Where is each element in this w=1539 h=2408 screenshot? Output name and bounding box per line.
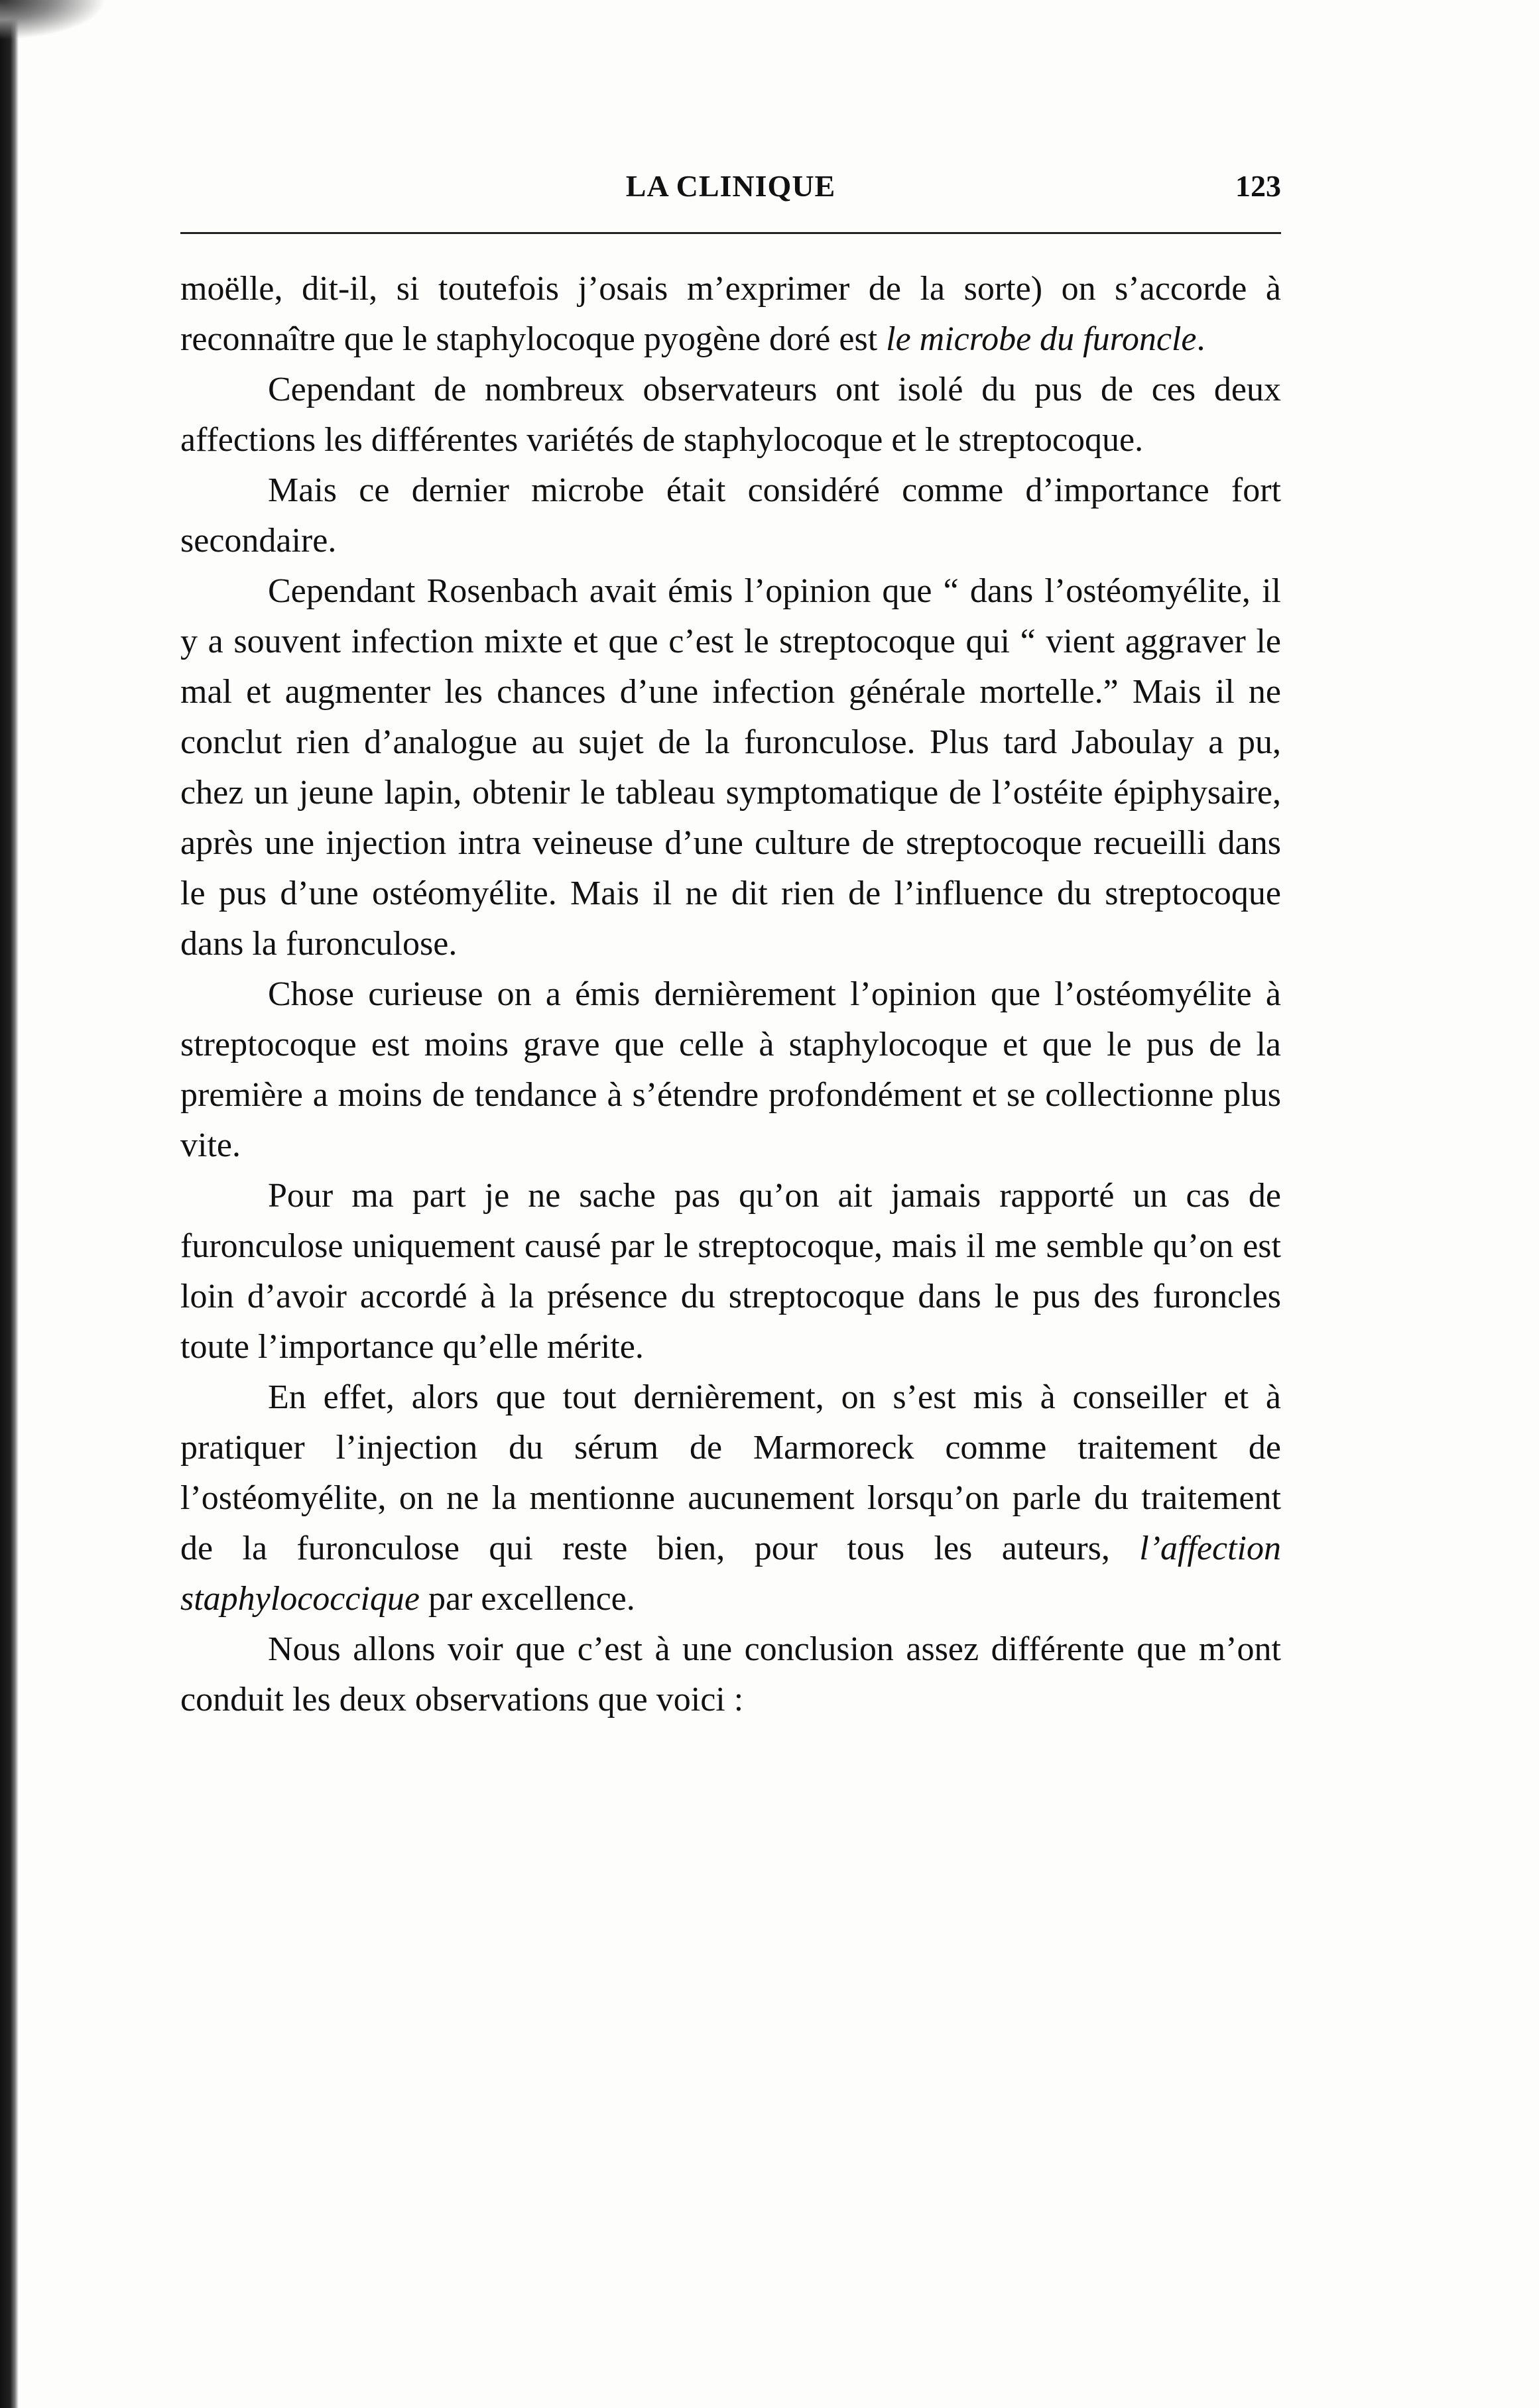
header-rule [180, 232, 1281, 234]
paragraph-4-text: Cependant Rosenbach avait émis l’opinion que “ dans l’ostéomyélite, il y a souvent infection mixte et que c’est le streptocoque qui “ vient aggraver le mal et augmenter les chances d’une infection générale mortelle.” Mais il ne conclut rien d’analogue au sujet de la furonculose. Plus tard Jaboulay a pu, chez un jeune lapin, obtenir le tableau symptomatique de l’ostéite épiphysaire, après une injection intra veineuse d’une culture de streptocoque recueilli dans le pus d’une ostéomyélite. Mais il ne dit rien de l’influence du streptocoque dans la furonculose. [180, 572, 1281, 963]
paragraph-4 [180, 566, 1281, 969]
paragraph-3-text: Mais ce dernier microbe était considéré comme d’importance fort secondaire. [180, 471, 1281, 560]
paragraph-5 [180, 969, 1281, 1171]
paragraph-1-text-a: moëlle, dit-il, si toutefois j’osais m’exprimer de la sorte) on s’accorde à reconnaître que le staphylocoque pyogène doré est [180, 270, 1281, 358]
paragraph-6 [180, 1171, 1281, 1372]
body-text [180, 264, 1281, 1725]
paragraph-6-text: Pour ma part je ne sache pas qu’on ait jamais rapporté un cas de furonculose uniquement causé par le streptocoque, mais il me semble qu’on est loin d’avoir accordé à la présence du streptocoque dans le pus des furoncles toute l’importance qu’elle mérite. [180, 1177, 1281, 1366]
page-number: 123 [1235, 169, 1281, 203]
paragraph-1-italic: le microbe du furoncle [886, 320, 1197, 358]
paragraph-2-text: Cependant de nombreux observateurs ont isolé du pus de ces deux affections les différentes variétés de staphylocoque et le streptocoque. [180, 371, 1281, 459]
paragraph-1 [180, 264, 1281, 365]
paragraph-1-text-b: . [1196, 320, 1205, 358]
paragraph-7-italic: l’affection staphylococcique [180, 1530, 1281, 1618]
scan-shadow [0, 0, 106, 40]
page-header [180, 164, 1281, 217]
binding-edge [0, 0, 19, 2408]
paragraph-7-text-b: par excellence. [419, 1580, 635, 1618]
paragraph-8-text: Nous allons voir que c’est à une conclusion assez différente que m’ont conduit les deux observations que voici : [180, 1630, 1281, 1718]
paragraph-8 [180, 1624, 1281, 1725]
paragraph-2 [180, 365, 1281, 465]
paragraph-7-text-a: En effet, alors que tout dernièrement, on s’est mis à conseiller et à pratiquer l’injection du sérum de Marmoreck comme traitement de l’ostéomyélite, on ne la mentionne aucunement lorsqu’on parle du traitement de la furonculose qui reste bien, pour tous les auteurs, [180, 1378, 1281, 1567]
paragraph-7 [180, 1372, 1281, 1624]
paragraph-3 [180, 465, 1281, 566]
running-head: LA CLINIQUE [625, 169, 836, 203]
paragraph-5-text: Chose curieuse on a émis dernièrement l’opinion que l’ostéomyélite à streptocoque est moins grave que celle à staphylocoque et que le pus de la première a moins de tendance à s’étendre profondément et se collectionne plus vite. [180, 975, 1281, 1164]
